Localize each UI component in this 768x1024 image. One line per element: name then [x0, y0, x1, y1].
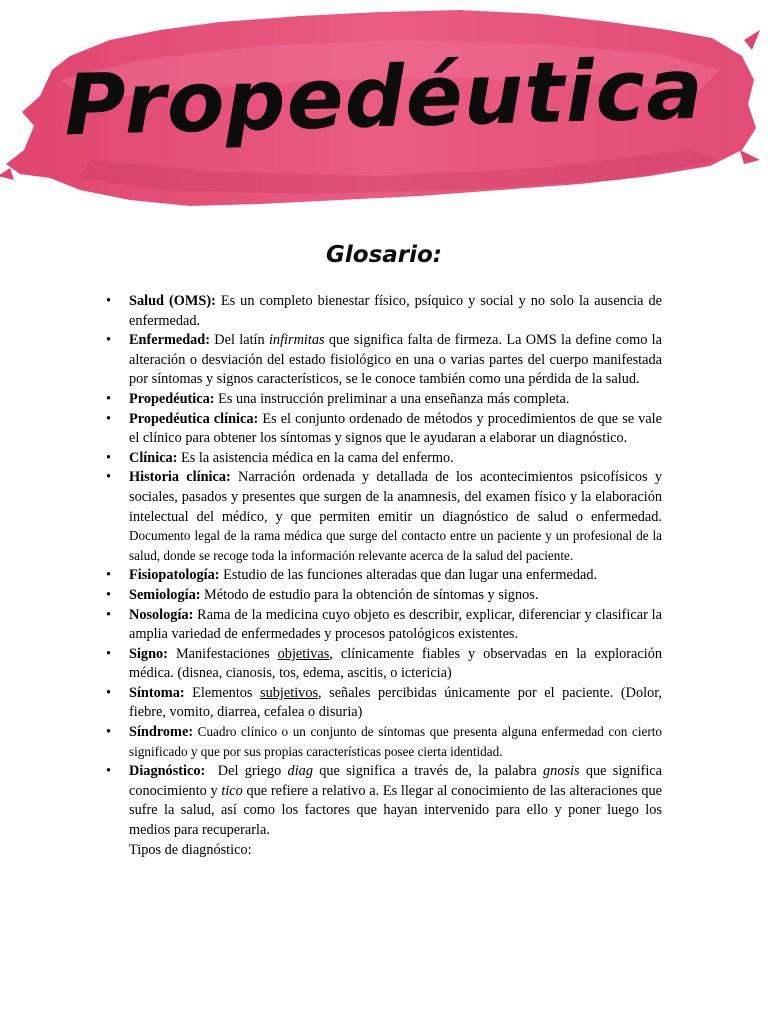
bullet-icon: •	[106, 449, 112, 466]
definition: que significa conocimiento y	[129, 763, 662, 799]
definition: Es el conjunto ordenado de métodos y procedimientos de que se vale el clínico para obtener los síntomas y signos que le ayudaran a elaborar un diagnóstico.	[129, 410, 662, 447]
underlined-word: subjetivos	[260, 684, 319, 701]
bullet-icon: •	[106, 586, 112, 603]
definition: Es la asistencia médica en la cama del enfermo.	[177, 449, 454, 466]
term: Diagnóstico:	[129, 763, 206, 780]
definition: , clínicamente fiables y observadas en la exploración médica. (disnea, cianosis, tos, edema, ascitis, o ictericia)	[129, 645, 663, 682]
italic-word: tico	[221, 782, 243, 799]
definition: que significa a través de, la palabra	[312, 763, 544, 780]
bullet-icon: •	[106, 724, 112, 741]
bullet-icon: •	[106, 684, 112, 701]
list-item	[98, 410, 662, 449]
underlined-word: objetivas	[277, 645, 330, 662]
bullet-icon: •	[106, 645, 112, 662]
bullet-icon: •	[106, 469, 112, 486]
bullet-icon: •	[106, 332, 112, 349]
definition-small: Documento legal de la rama médica que surge del contacto entre un paciente y un profesional de la salud, donde se recoge toda la información relevante acerca de la salud del paciente.	[129, 528, 662, 563]
list-item	[98, 762, 662, 840]
list-item	[98, 331, 662, 390]
term: Fisiopatología:	[129, 567, 220, 584]
list-item	[98, 292, 662, 331]
list-item	[98, 449, 662, 469]
definition: Es un completo bienestar físico, psíquico y social y no solo la ausencia de enfermedad.	[129, 293, 662, 329]
italic-word: diag	[287, 763, 313, 780]
term: Historia clínica:	[129, 469, 231, 486]
term: Propedéutica clínica:	[129, 410, 259, 427]
term: Síndrome:	[129, 724, 194, 741]
definition: Manifestaciones	[167, 645, 278, 662]
definition: Método de estudio para la obtención de síntomas y signos.	[200, 586, 539, 603]
term: Salud (OMS):	[129, 293, 216, 309]
definition: , señales percibidas únicamente por el paciente. (Dolor, fiebre, vomito, diarrea, cefalea o disuria)	[129, 684, 663, 721]
term: Clínica:	[129, 449, 178, 466]
term: Enfermedad:	[129, 332, 211, 349]
section-heading: Glosario:	[326, 242, 442, 268]
definition: que refiere a relativo a. Es llegar al conocimiento de las alteraciones que sufre la salud, así como los factores que hayan intervenido para ello y poner luego los medios para recuperarla.	[129, 782, 662, 839]
glossary-list	[98, 292, 662, 860]
definition: Estudio de las funciones alteradas que dan lugar una enfermedad.	[219, 567, 598, 584]
bullet-icon: •	[106, 390, 112, 407]
subheading-text: Tipos de diagnóstico:	[129, 841, 252, 858]
list-item	[98, 566, 662, 586]
definition: Narración ordenada y detallada de los acontecimientos psicofísicos y sociales, pasados y presentes que surgen de la anamnesis, del examen físico y la elaboración intelectual del médico, y que permiten emitir un diagnóstico de salud o enfermedad.	[129, 469, 662, 525]
definition: Elementos	[184, 684, 261, 701]
definition: Del latín	[210, 332, 269, 349]
title-banner	[0, 0, 768, 230]
definition: Rama de la medicina cuyo objeto es describir, explicar, diferenciar y clasificar la amplia variedad de enfermedades y procesos patológicos existentes.	[129, 606, 662, 643]
term: Propedéutica:	[129, 390, 215, 407]
list-item	[98, 645, 662, 684]
bullet-icon: •	[106, 606, 112, 623]
list-item	[98, 468, 662, 566]
italic-word: gnosis	[543, 763, 580, 780]
definition: Es una instrucción preliminar a una enseñanza más completa.	[214, 390, 570, 407]
list-item	[98, 606, 662, 645]
list-item	[98, 723, 662, 762]
term: Signo:	[129, 645, 168, 662]
italic-word: infirmitas	[268, 332, 325, 349]
list-item	[98, 390, 662, 410]
list-continuation	[98, 841, 662, 861]
bullet-icon: •	[106, 763, 112, 780]
term: Síntoma:	[129, 684, 185, 701]
term: Nosología:	[129, 606, 194, 623]
bullet-icon: •	[106, 410, 112, 427]
definition-small: Cuadro clínico o un conjunto de síntomas que presenta alguna enfermedad con cierto significado y que por sus propias características posee cierta identidad.	[129, 724, 662, 759]
bullet-icon: •	[106, 567, 112, 584]
page-title: Propedéutica	[63, 39, 705, 155]
bullet-icon: •	[106, 293, 112, 309]
definition: Del griego	[205, 763, 288, 780]
term: Semiología:	[129, 586, 201, 603]
definition: que significa falta de firmeza. La OMS la define como la alteración o desviación del estado fisiológico en una o varias partes del cuerpo manifestada por síntomas y signos característicos, se le conoce también como una pérdida de la salud.	[129, 332, 662, 388]
list-item	[98, 684, 662, 723]
list-item	[98, 586, 662, 606]
